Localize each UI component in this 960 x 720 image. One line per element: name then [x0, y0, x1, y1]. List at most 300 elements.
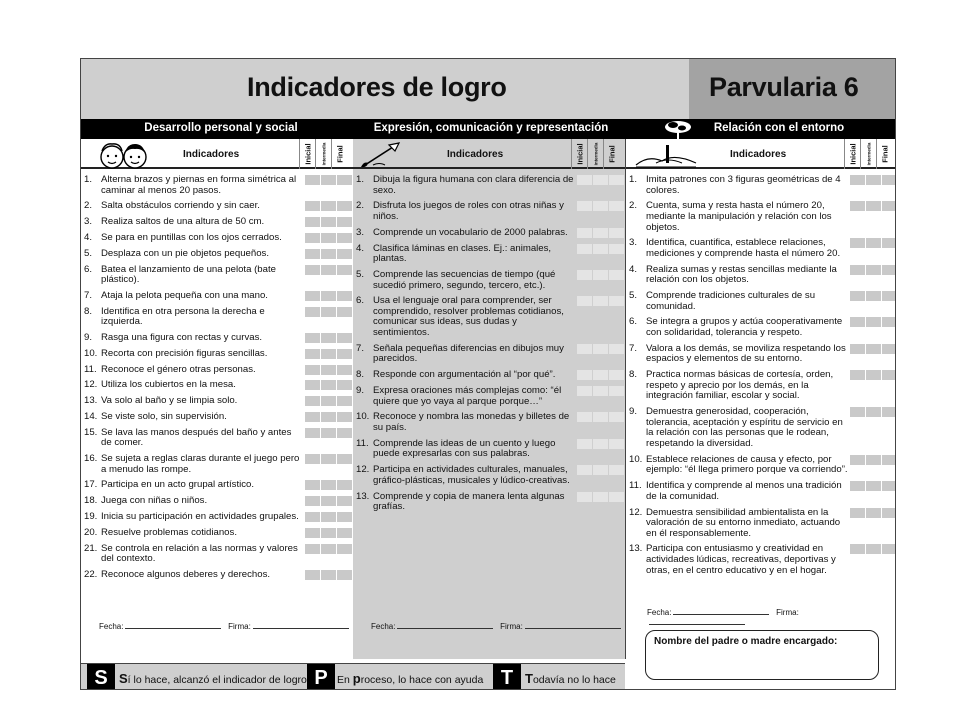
checkbox-intermedia[interactable] — [866, 265, 881, 275]
checkbox-inicial[interactable] — [305, 512, 320, 522]
status-intermedia — [587, 139, 603, 169]
checkbox-inicial[interactable] — [305, 544, 320, 554]
checkbox-final[interactable] — [337, 496, 352, 506]
checkbox-intermedia[interactable] — [866, 238, 881, 248]
indicator-number: 3. — [629, 237, 638, 249]
checkbox-final[interactable] — [337, 428, 352, 438]
checkbox-inicial[interactable] — [305, 570, 320, 580]
checkbox-intermedia[interactable] — [321, 528, 336, 538]
status-checkboxes — [305, 454, 353, 464]
indicator-item — [81, 480, 303, 491]
checkbox-final[interactable] — [882, 344, 896, 354]
checkbox-intermedia[interactable] — [321, 249, 336, 259]
checkbox-final[interactable] — [337, 480, 352, 490]
checkbox-final[interactable] — [882, 544, 896, 554]
checkbox-inicial[interactable] — [305, 428, 320, 438]
indicator-number: 3. — [84, 216, 93, 228]
checkbox-inicial[interactable] — [305, 265, 320, 275]
checkbox-inicial[interactable] — [577, 228, 592, 238]
status-label: Intermedia — [321, 142, 326, 166]
checkbox-inicial[interactable] — [305, 233, 320, 243]
indicator-item — [81, 265, 303, 286]
indicator-item — [81, 454, 303, 475]
status-checkboxes — [850, 175, 896, 185]
checkbox-inicial[interactable] — [305, 291, 320, 301]
checkbox-inicial[interactable] — [850, 508, 865, 518]
indicator-list — [81, 175, 353, 586]
checkbox-intermedia[interactable] — [321, 396, 336, 406]
status-checkboxes — [305, 428, 353, 438]
indicator-item — [353, 439, 575, 460]
status-checkboxes — [305, 233, 353, 243]
firma-label: Firma: — [776, 608, 799, 617]
indicators-sheet — [80, 58, 896, 690]
parent-name-box[interactable] — [645, 630, 879, 680]
legend-rest: roceso, lo hace con ayuda — [360, 674, 484, 686]
checkbox-intermedia[interactable] — [866, 175, 881, 185]
indicator-number: 9. — [629, 406, 638, 418]
status-checkboxes — [305, 480, 353, 490]
checkbox-final[interactable] — [609, 270, 624, 280]
legend-text-s — [119, 671, 307, 686]
page-title: Indicadores de logro — [247, 72, 507, 102]
status-label: Final — [335, 145, 344, 163]
checkbox-inicial[interactable] — [577, 270, 592, 280]
checkbox-inicial[interactable] — [305, 201, 320, 211]
checkbox-intermedia[interactable] — [593, 439, 608, 449]
indicator-item — [81, 307, 303, 328]
indicator-item — [626, 455, 848, 476]
checkbox-final[interactable] — [609, 439, 624, 449]
checkbox-final[interactable] — [609, 412, 624, 422]
indicator-number: 12. — [84, 379, 98, 391]
checkbox-final[interactable] — [609, 344, 624, 354]
fecha-line[interactable] — [673, 607, 769, 615]
checkbox-final[interactable] — [337, 201, 352, 211]
checkbox-intermedia[interactable] — [593, 270, 608, 280]
firma-line[interactable] — [253, 621, 349, 629]
checkbox-intermedia[interactable] — [866, 455, 881, 465]
status-checkboxes — [305, 249, 353, 259]
checkbox-final[interactable] — [337, 217, 352, 227]
indicator-number: 9. — [84, 332, 93, 344]
checkbox-intermedia[interactable] — [593, 201, 608, 211]
checkbox-inicial[interactable] — [305, 454, 320, 464]
checkbox-inicial[interactable] — [305, 496, 320, 506]
checkbox-intermedia[interactable] — [321, 428, 336, 438]
indicator-item — [81, 217, 303, 228]
indicator-item — [81, 512, 303, 523]
checkbox-final[interactable] — [337, 396, 352, 406]
checkbox-final[interactable] — [337, 333, 352, 343]
indicator-number: 13. — [84, 395, 98, 407]
checkbox-intermedia[interactable] — [321, 307, 336, 317]
checkbox-final[interactable] — [337, 175, 352, 185]
checkbox-inicial[interactable] — [305, 175, 320, 185]
grade-label: Parvularia 6 — [709, 72, 859, 102]
checkbox-final[interactable] — [882, 407, 896, 417]
indicator-text: Expresa oraciones más complejas como: “él quiere que yo vaya al parque porque…” — [373, 385, 562, 407]
checkbox-intermedia[interactable] — [593, 244, 608, 254]
checkbox-inicial[interactable] — [305, 412, 320, 422]
checkbox-final[interactable] — [337, 380, 352, 390]
indicator-text: Demuestra generosidad, cooperación, tolerancia, aceptación y espíritu de servicio en la relación con las personas que le rodean, respetando la diversidad. — [646, 406, 843, 449]
checkbox-inicial[interactable] — [577, 296, 592, 306]
checkbox-final[interactable] — [882, 455, 896, 465]
status-checkboxes — [305, 570, 353, 580]
checkbox-final[interactable] — [337, 544, 352, 554]
indicator-number: 4. — [84, 231, 93, 243]
indicator-number: 10. — [356, 411, 370, 423]
checkbox-final[interactable] — [609, 244, 624, 254]
checkbox-inicial[interactable] — [305, 349, 320, 359]
checkbox-intermedia[interactable] — [593, 344, 608, 354]
indicator-text: Comprende un vocabulario de 2000 palabras. — [373, 226, 568, 238]
checkbox-intermedia[interactable] — [866, 481, 881, 491]
checkbox-final[interactable] — [609, 296, 624, 306]
indicator-item — [81, 291, 303, 302]
parent-name-label: Nombre del padre o madre encargado: — [654, 636, 838, 647]
column-personal-social — [81, 139, 353, 659]
checkbox-final[interactable] — [609, 228, 624, 238]
status-checkboxes — [305, 528, 353, 538]
status-checkboxes — [577, 492, 625, 502]
indicator-item — [626, 265, 848, 286]
status-checkboxes — [850, 201, 896, 211]
indicator-text: Clasifica láminas en clases. Ej.: animales, plantas. — [373, 242, 552, 265]
status-label: Inicial — [848, 143, 857, 165]
status-checkboxes — [850, 544, 896, 554]
indicator-number: 8. — [356, 369, 365, 381]
indicator-item — [353, 228, 575, 239]
checkbox-intermedia[interactable] — [321, 570, 336, 580]
legend-letter: p — [352, 671, 361, 686]
checkbox-final[interactable] — [882, 370, 896, 380]
indicator-text: Recorta con precisión figuras sencillas. — [101, 347, 268, 359]
indicator-number: 10. — [629, 453, 643, 465]
checkbox-final[interactable] — [337, 454, 352, 464]
indicator-number: 15. — [84, 426, 98, 438]
checkbox-intermedia[interactable] — [321, 217, 336, 227]
checkbox-intermedia[interactable] — [321, 380, 336, 390]
indicators-label: Indicadores — [447, 149, 504, 160]
indicator-text: Batea el lanzamiento de una pelota (bate plástico). — [101, 263, 276, 286]
indicator-text: Usa el lenguaje oral para comprender, ser comprendido, resolver problemas cotidianos, comunicar sus ideas, sus dudas y sentimientos. — [373, 295, 564, 339]
indicator-number: 3. — [356, 226, 365, 238]
checkbox-final[interactable] — [882, 317, 896, 327]
checkbox-intermedia[interactable] — [593, 386, 608, 396]
checkbox-intermedia[interactable] — [866, 407, 881, 417]
checkbox-final[interactable] — [337, 349, 352, 359]
indicator-text: Rasga una figura con rectas y curvas. — [101, 332, 263, 344]
indicator-text: Comprende las secuencias de tiempo (qué sucedió primero, segundo, tercero, etc.). — [373, 268, 556, 291]
checkbox-intermedia[interactable] — [593, 492, 608, 502]
checkbox-inicial[interactable] — [577, 386, 592, 396]
indicator-number: 4. — [629, 263, 638, 275]
checkbox-final[interactable] — [609, 465, 624, 475]
checkbox-final[interactable] — [609, 370, 624, 380]
status-final — [876, 139, 892, 169]
status-checkboxes — [305, 265, 353, 275]
checkbox-final[interactable] — [882, 481, 896, 491]
checkbox-intermedia[interactable] — [321, 333, 336, 343]
checkbox-intermedia[interactable] — [321, 512, 336, 522]
checkbox-final[interactable] — [337, 512, 352, 522]
checkbox-inicial[interactable] — [305, 365, 320, 375]
checkbox-final[interactable] — [609, 201, 624, 211]
checkbox-inicial[interactable] — [850, 201, 865, 211]
indicator-number: 4. — [356, 242, 365, 254]
indicator-item — [353, 201, 575, 222]
checkbox-inicial[interactable] — [850, 291, 865, 301]
checkbox-intermedia[interactable] — [321, 365, 336, 375]
signature-row-3 — [647, 607, 895, 627]
checkbox-final[interactable] — [337, 412, 352, 422]
indicator-item — [81, 396, 303, 407]
indicator-item — [353, 296, 575, 338]
indicator-text: Disfruta los juegos de roles con otras niñas y niños. — [373, 200, 564, 222]
checkbox-final[interactable] — [337, 365, 352, 375]
checkbox-final[interactable] — [882, 291, 896, 301]
legend-rest: odavía no lo hace — [532, 674, 616, 686]
checkbox-inicial[interactable] — [850, 544, 865, 554]
checkbox-intermedia[interactable] — [593, 296, 608, 306]
checkbox-intermedia[interactable] — [593, 465, 608, 475]
checkbox-final[interactable] — [337, 265, 352, 275]
checkbox-final[interactable] — [882, 508, 896, 518]
checkbox-final[interactable] — [882, 201, 896, 211]
checkbox-final[interactable] — [337, 233, 352, 243]
indicator-text: Participa en un acto grupal artístico. — [101, 479, 255, 491]
status-intermedia — [860, 139, 876, 169]
indicator-number: 11. — [629, 480, 642, 492]
checkbox-intermedia[interactable] — [321, 349, 336, 359]
status-checkboxes — [850, 455, 896, 465]
checkbox-intermedia[interactable] — [866, 544, 881, 554]
checkbox-intermedia[interactable] — [866, 317, 881, 327]
checkbox-intermedia[interactable] — [593, 412, 608, 422]
checkbox-final[interactable] — [609, 492, 624, 502]
checkbox-intermedia[interactable] — [593, 228, 608, 238]
checkbox-intermedia[interactable] — [321, 496, 336, 506]
status-checkboxes — [850, 291, 896, 301]
legend-text-t — [525, 671, 616, 686]
indicator-item — [626, 291, 848, 312]
indicator-item — [81, 249, 303, 260]
indicator-number: 1. — [629, 174, 638, 185]
checkbox-intermedia[interactable] — [866, 291, 881, 301]
checkbox-intermedia[interactable] — [593, 370, 608, 380]
checkbox-inicial[interactable] — [305, 380, 320, 390]
checkbox-inicial[interactable] — [577, 439, 592, 449]
checkbox-final[interactable] — [337, 291, 352, 301]
status-checkboxes — [305, 333, 353, 343]
checkbox-intermedia[interactable] — [321, 544, 336, 554]
checkbox-final[interactable] — [609, 386, 624, 396]
checkbox-inicial[interactable] — [577, 175, 592, 185]
indicator-item — [626, 544, 848, 576]
checkbox-intermedia[interactable] — [866, 508, 881, 518]
checkbox-inicial[interactable] — [577, 244, 592, 254]
status-checkboxes — [577, 244, 625, 254]
firma-label: Firma: — [500, 622, 523, 631]
indicator-item — [626, 238, 848, 259]
indicator-text: Identifica y comprende al menos una tradición de la comunidad. — [646, 480, 842, 502]
checkbox-inicial[interactable] — [850, 455, 865, 465]
indicator-number: 6. — [356, 295, 365, 307]
column-expresion — [353, 139, 625, 659]
status-checkboxes — [305, 307, 353, 317]
status-checkboxes — [305, 412, 353, 422]
checkbox-final[interactable] — [882, 175, 896, 185]
indicator-number: 21. — [84, 542, 98, 554]
indicator-number: 14. — [84, 410, 98, 422]
indicator-item — [81, 349, 303, 360]
indicator-number: 2. — [84, 200, 93, 212]
status-checkboxes — [305, 291, 353, 301]
paintbrush-icon — [359, 141, 403, 169]
checkbox-inicial[interactable] — [305, 396, 320, 406]
checkbox-final[interactable] — [882, 265, 896, 275]
indicator-number: 2. — [629, 200, 638, 212]
checkbox-intermedia[interactable] — [593, 175, 608, 185]
indicator-text: Dibuja la figura humana con clara diferencia de sexo. — [373, 174, 574, 196]
checkbox-inicial[interactable] — [305, 480, 320, 490]
indicator-item — [81, 365, 303, 376]
status-label: Inicial — [575, 143, 584, 165]
column-header — [353, 139, 625, 169]
checkbox-inicial[interactable] — [850, 344, 865, 354]
area-title-expresion: Expresión, comunicación y representación — [373, 122, 609, 134]
checkbox-intermedia[interactable] — [866, 344, 881, 354]
status-final — [603, 139, 619, 169]
indicator-text: Inicia su participación en actividades grupales. — [101, 511, 299, 523]
indicator-text: Alterna brazos y piernas en forma simétrica al caminar al menos 20 pasos. — [101, 174, 297, 196]
indicator-text: Valora a los demás, se moviliza respetando los espacios y elementos de su entorno. — [646, 342, 846, 365]
checkbox-intermedia[interactable] — [866, 370, 881, 380]
checkbox-final[interactable] — [337, 570, 352, 580]
checkbox-inicial[interactable] — [850, 175, 865, 185]
indicators-label: Indicadores — [183, 149, 240, 160]
legend-key-p: P — [307, 664, 335, 690]
indicator-text: Va solo al baño y se limpia solo. — [101, 395, 238, 407]
indicator-number: 1. — [356, 174, 365, 185]
checkbox-intermedia[interactable] — [866, 201, 881, 211]
indicator-number: 13. — [356, 490, 370, 502]
indicator-item — [353, 244, 575, 265]
status-checkboxes — [305, 217, 353, 227]
checkbox-inicial[interactable] — [305, 217, 320, 227]
checkbox-intermedia[interactable] — [321, 412, 336, 422]
indicator-item — [626, 317, 848, 338]
indicator-text: Se integra a grupos y actúa cooperativamente con solidaridad, tolerancia y respeto. — [646, 316, 843, 339]
status-checkboxes — [305, 175, 353, 185]
checkbox-inicial[interactable] — [577, 465, 592, 475]
indicator-text: Reconoce y nombra las monedas y billetes de su país. — [373, 411, 570, 433]
indicator-item — [626, 407, 848, 449]
indicator-number: 6. — [629, 316, 638, 328]
indicator-item — [626, 201, 848, 233]
firma-line[interactable] — [525, 621, 621, 629]
checkbox-intermedia[interactable] — [321, 291, 336, 301]
indicator-text: Demuestra sensibilidad ambientalista en la valoración de su entorno inmediato, actuando en él responsablemente. — [646, 506, 841, 539]
status-checkboxes — [305, 512, 353, 522]
checkbox-inicial[interactable] — [850, 370, 865, 380]
indicator-item — [81, 528, 303, 539]
checkbox-inicial[interactable] — [305, 249, 320, 259]
status-checkboxes — [850, 407, 896, 417]
status-checkboxes — [850, 317, 896, 327]
checkbox-inicial[interactable] — [305, 528, 320, 538]
checkbox-inicial[interactable] — [577, 370, 592, 380]
checkbox-intermedia[interactable] — [321, 265, 336, 275]
checkbox-intermedia[interactable] — [321, 201, 336, 211]
checkbox-final[interactable] — [609, 175, 624, 185]
checkbox-inicial[interactable] — [577, 344, 592, 354]
indicator-item — [81, 496, 303, 507]
indicator-item — [353, 465, 575, 486]
indicator-number: 7. — [629, 342, 638, 354]
checkbox-inicial[interactable] — [577, 201, 592, 211]
status-checkboxes — [577, 270, 625, 280]
indicator-number: 19. — [84, 511, 98, 523]
checkbox-intermedia[interactable] — [321, 480, 336, 490]
indicator-number: 6. — [84, 263, 93, 275]
checkbox-intermedia[interactable] — [321, 233, 336, 243]
indicator-number: 2. — [356, 200, 365, 212]
indicator-text: Identifica en otra persona la derecha e izquierda. — [101, 305, 265, 328]
indicator-item — [81, 201, 303, 212]
checkbox-final[interactable] — [337, 249, 352, 259]
indicator-text: Responde con argumentación al “por qué”. — [373, 369, 556, 381]
indicator-number: 9. — [356, 385, 365, 396]
firma-line[interactable] — [649, 617, 745, 625]
checkbox-inicial[interactable] — [850, 265, 865, 275]
indicator-text: Juega con niñas o niños. — [101, 495, 208, 507]
checkbox-final[interactable] — [337, 307, 352, 317]
status-label: Final — [880, 145, 889, 163]
indicator-item — [626, 481, 848, 502]
checkbox-inicial[interactable] — [305, 333, 320, 343]
checkbox-final[interactable] — [337, 528, 352, 538]
checkbox-inicial[interactable] — [850, 481, 865, 491]
indicator-item — [626, 344, 848, 365]
checkbox-inicial[interactable] — [577, 412, 592, 422]
checkbox-final[interactable] — [882, 238, 896, 248]
checkbox-inicial[interactable] — [850, 317, 865, 327]
indicator-text: Practica normas básicas de cortesía, orden, respeto y aprecio por los demás, en la integración familiar, escolar y social. — [646, 369, 834, 402]
checkbox-inicial[interactable] — [850, 407, 865, 417]
fecha-line[interactable] — [397, 621, 493, 629]
status-checkboxes — [850, 344, 896, 354]
fecha-line[interactable] — [125, 621, 221, 629]
indicator-text: Se controla en relación a las normas y valores del contexto. — [101, 542, 298, 565]
status-checkboxes — [850, 265, 896, 275]
checkbox-inicial[interactable] — [577, 492, 592, 502]
checkbox-inicial[interactable] — [850, 238, 865, 248]
checkbox-inicial[interactable] — [305, 307, 320, 317]
firma-label: Firma: — [228, 622, 251, 631]
status-checkboxes — [577, 344, 625, 354]
checkbox-intermedia[interactable] — [321, 175, 336, 185]
indicator-text: Utiliza los cubiertos en la mesa. — [101, 379, 236, 391]
indicator-text: Imita patrones con 3 figuras geométricas de 4 colores. — [646, 174, 841, 196]
indicator-number: 8. — [84, 305, 93, 317]
signature-row-2 — [371, 621, 621, 631]
indicator-number: 20. — [84, 526, 98, 538]
indicator-text: Resuelve problemas cotidianos. — [101, 526, 237, 538]
checkbox-intermedia[interactable] — [321, 454, 336, 464]
